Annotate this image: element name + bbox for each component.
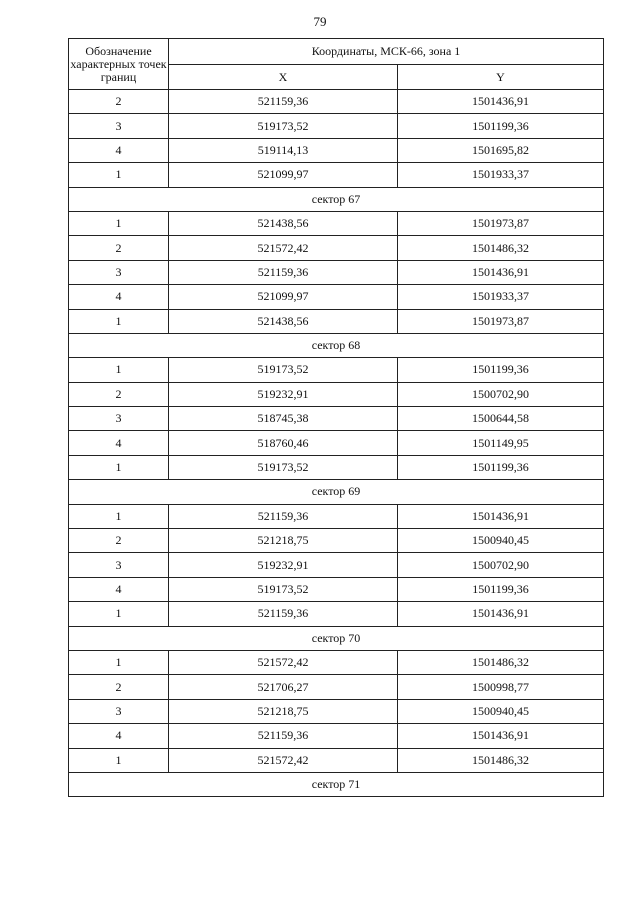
sector-row (69, 626, 604, 650)
table-body (69, 90, 604, 797)
y-coordinate-cell: 1500940,45 (398, 699, 604, 723)
y-coordinate-cell: 1500702,90 (398, 382, 604, 406)
table-row (69, 407, 604, 431)
table-row (69, 431, 604, 455)
y-coordinate-cell: 1501486,32 (398, 650, 604, 674)
y-coordinate-cell: 1501149,95 (398, 431, 604, 455)
point-number-cell: 1 (69, 455, 169, 479)
point-number-cell: 4 (69, 431, 169, 455)
point-number-cell: 2 (69, 236, 169, 260)
sector-label: сектор 70 (69, 626, 604, 650)
y-coordinate-cell: 1501199,36 (398, 455, 604, 479)
point-number-cell: 3 (69, 407, 169, 431)
table-row (69, 602, 604, 626)
y-coordinate-cell: 1500644,58 (398, 407, 604, 431)
x-coordinate-cell: 521159,36 (169, 724, 398, 748)
x-coordinate-cell: 519173,52 (169, 455, 398, 479)
point-number-cell: 3 (69, 114, 169, 138)
table-row (69, 358, 604, 382)
point-number-cell: 1 (69, 602, 169, 626)
y-coordinate-cell: 1501199,36 (398, 577, 604, 601)
sector-row (69, 480, 604, 504)
coordinates-header: Координаты, МСК-66, зона 1 (169, 39, 604, 65)
point-column-header: Обозначение характерных точек границ (69, 39, 169, 90)
point-number-cell: 2 (69, 675, 169, 699)
y-coordinate-cell: 1501436,91 (398, 724, 604, 748)
y-coordinate-cell: 1501436,91 (398, 504, 604, 528)
table-row (69, 138, 604, 162)
sector-row (69, 187, 604, 211)
y-coordinate-cell: 1500702,90 (398, 553, 604, 577)
x-coordinate-cell: 519232,91 (169, 553, 398, 577)
point-number-cell: 1 (69, 748, 169, 772)
y-coordinate-cell: 1501436,91 (398, 90, 604, 114)
table-row (69, 285, 604, 309)
x-coordinate-cell: 521438,56 (169, 211, 398, 235)
point-number-cell: 2 (69, 90, 169, 114)
y-coordinate-cell: 1501973,87 (398, 211, 604, 235)
y-coordinate-cell: 1501436,91 (398, 260, 604, 284)
coordinates-table (68, 38, 604, 797)
table-row (69, 211, 604, 235)
x-coordinate-cell: 521159,36 (169, 260, 398, 284)
y-coordinate-cell: 1501695,82 (398, 138, 604, 162)
x-coordinate-cell: 521218,75 (169, 699, 398, 723)
y-coordinate-cell: 1500998,77 (398, 675, 604, 699)
x-coordinate-cell: 521572,42 (169, 748, 398, 772)
y-coordinate-cell: 1501486,32 (398, 748, 604, 772)
point-number-cell: 1 (69, 504, 169, 528)
table-row (69, 114, 604, 138)
sector-label: сектор 71 (69, 772, 604, 796)
point-number-cell: 1 (69, 211, 169, 235)
x-coordinate-cell: 521218,75 (169, 529, 398, 553)
point-number-cell: 2 (69, 529, 169, 553)
sector-label: сектор 67 (69, 187, 604, 211)
point-number-cell: 1 (69, 358, 169, 382)
page-number: 79 (313, 14, 327, 29)
table-row (69, 90, 604, 114)
x-coordinate-cell: 521572,42 (169, 236, 398, 260)
table-row (69, 577, 604, 601)
table-row (69, 529, 604, 553)
table-row (69, 748, 604, 772)
x-coordinate-cell: 519114,13 (169, 138, 398, 162)
table-header (69, 39, 604, 90)
y-coordinate-cell: 1501199,36 (398, 358, 604, 382)
x-coordinate-cell: 521572,42 (169, 650, 398, 674)
point-number-cell: 4 (69, 285, 169, 309)
x-coordinate-cell: 521706,27 (169, 675, 398, 699)
x-column-header: X (169, 65, 398, 90)
point-number-cell: 1 (69, 309, 169, 333)
table-row (69, 724, 604, 748)
table-row (69, 382, 604, 406)
x-coordinate-cell: 521099,97 (169, 163, 398, 187)
sector-label: сектор 69 (69, 480, 604, 504)
x-coordinate-cell: 521159,36 (169, 90, 398, 114)
y-coordinate-cell: 1501199,36 (398, 114, 604, 138)
point-number-cell: 1 (69, 650, 169, 674)
point-number-cell: 3 (69, 553, 169, 577)
table-row (69, 699, 604, 723)
sector-label: сектор 68 (69, 333, 604, 357)
table-row (69, 650, 604, 674)
x-coordinate-cell: 518745,38 (169, 407, 398, 431)
table-row (69, 455, 604, 479)
y-coordinate-cell: 1501486,32 (398, 236, 604, 260)
table-row (69, 675, 604, 699)
y-coordinate-cell: 1501436,91 (398, 602, 604, 626)
table-row (69, 309, 604, 333)
point-number-cell: 3 (69, 260, 169, 284)
y-coordinate-cell: 1501973,87 (398, 309, 604, 333)
table-row (69, 163, 604, 187)
y-coordinate-cell: 1500940,45 (398, 529, 604, 553)
table-row (69, 236, 604, 260)
point-number-cell: 3 (69, 699, 169, 723)
sector-row (69, 772, 604, 796)
x-coordinate-cell: 521159,36 (169, 602, 398, 626)
x-coordinate-cell: 519232,91 (169, 382, 398, 406)
point-number-cell: 4 (69, 724, 169, 748)
point-number-cell: 2 (69, 382, 169, 406)
sector-row (69, 333, 604, 357)
y-coordinate-cell: 1501933,37 (398, 285, 604, 309)
y-coordinate-cell: 1501933,37 (398, 163, 604, 187)
x-coordinate-cell: 521438,56 (169, 309, 398, 333)
x-coordinate-cell: 519173,52 (169, 577, 398, 601)
point-number-cell: 4 (69, 138, 169, 162)
x-coordinate-cell: 519173,52 (169, 358, 398, 382)
table-row (69, 504, 604, 528)
point-number-cell: 1 (69, 163, 169, 187)
table-row (69, 553, 604, 577)
table-row (69, 260, 604, 284)
x-coordinate-cell: 519173,52 (169, 114, 398, 138)
y-column-header: Y (398, 65, 604, 90)
x-coordinate-cell: 521159,36 (169, 504, 398, 528)
x-coordinate-cell: 518760,46 (169, 431, 398, 455)
point-number-cell: 4 (69, 577, 169, 601)
x-coordinate-cell: 521099,97 (169, 285, 398, 309)
